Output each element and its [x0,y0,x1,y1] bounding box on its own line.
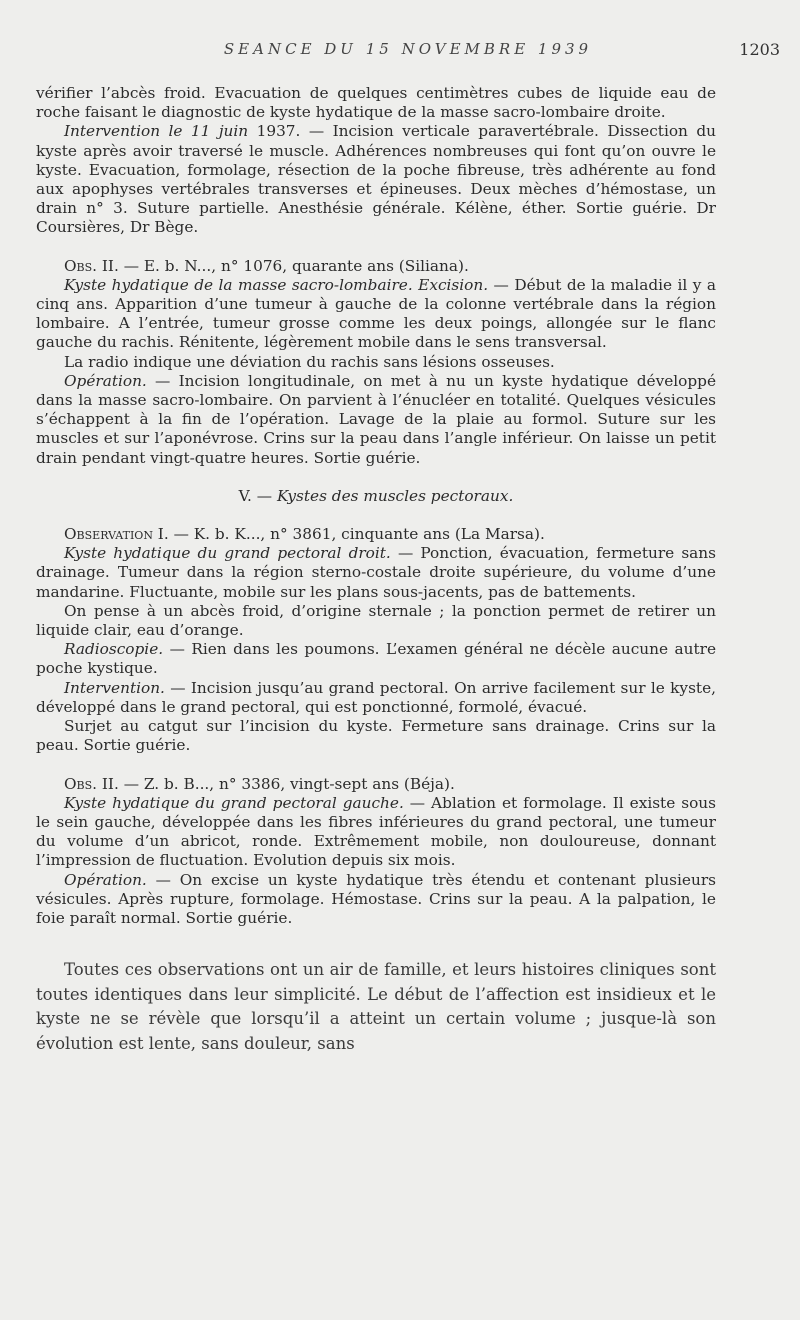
obs-2b-operation-label: Opération. [64,870,147,889]
obs-1-radioscopie-label: Radioscopie. [64,640,164,659]
obs-1-intervention [36,679,716,717]
obs-2-body: — Début de la maladie il y a cinq ans. Apparition d’une tumeur à gauche de la colonne vertébrale dans la région lombaire. A l’entrée, tumeur grosse comme les deux poings, allongée sur le flanc gauche du rachis. Rénitente, légèrement mobile dans le sens transversal. [36,275,716,352]
closing-paragraph: Toutes ces observations ont un air de famille, et leurs histoires cliniques sont toutes identiques dans leur simplicité. Le début de l’affection est insidieux et le kyste ne se révèle que lorsqu’il a atteint un certain volume ; jusque-là son évolution est lente, sans douleur, sans [36,960,716,1053]
obs-1-heading [36,525,716,544]
obs-2-operation-label: Opération. [64,371,147,390]
paragraph-intervention [36,122,716,237]
page-number: 1203 [739,40,780,59]
obs-2b-label: Obs. II. [64,774,119,793]
page-body [36,84,716,1056]
obs-2-head: — E. b. N..., n° 1076, quarante ans (Siliana). [118,256,469,275]
obs-2b-operation [36,871,716,929]
section-number: V. — [238,486,277,505]
obs-1-radioscopie [36,640,716,678]
obs-2b-title: Kyste hydatique du grand pectoral gauche. [64,793,404,812]
closing-section [36,958,716,1056]
obs-1-abces: On pense à un abcès froid, d’origine sternale ; la ponction permet de retirer un liquide clair, eau d’orange. [36,601,716,640]
obs-1-intervention-text: — Incision jusqu’au grand pectoral. On arrive facilement sur le kyste, développé dans le grand pectoral, qui est ponctionné, formolé, évacué. [36,678,716,716]
obs-1-title: Kyste hydatique du grand pectoral droit. [64,544,391,563]
obs-2-operation-text: — Incision longitudinale, on met à nu un kyste hydatique développé dans la masse sacro-lombaire. On parvient à l’énucléer en totalité. Quelques vésicules s’échappent à la fin de l’opération. Lavage de la plaie au formol. Suture sur les muscles et sur l’aponévrose. Crins sur la peau dans l’angle inférieur. On laisse un petit drain pendant vingt-quatre heures. Sortie guérie. [36,371,716,467]
obs-1-paragraph [36,544,716,602]
obs-2-title: Kyste hydatique de la masse sacro-lombaire. Excision. [64,275,489,294]
obs-2-operation [36,372,716,468]
intervention-date: 11 juin [190,122,249,141]
obs-1-surjet: Surjet au catgut sur l’incision du kyste. Fermeture sans drainage. Crins sur la peau. Sortie guérie. [36,717,716,755]
section-title: Kystes des muscles pectoraux. [276,486,514,505]
running-title: SEANCE DU 15 NOVEMBRE 1939 [223,40,593,58]
page-header [36,40,780,64]
paragraph-abces-froid: vérifier l’abcès froid. Evacuation de quelques centimètres cubes de liquide eau de roche faisant le diagnostic de kyste hydatique de la masse sacro-lombaire droite. [36,84,716,122]
intervention-text: 1937. — Incision verticale paravertébrale. Dissection du kyste après avoir traversé le muscle. Adhérences nombreuses qui font qu’on ouvre le kyste. Evacuation, formolage, résection de la poche fibreuse, très adhérente au fond aux apophyses vertébrales transverses et épineuses. Deux mèches d’hémostase, un drain n° 3. Suture partielle. Anesthésie générale. Kélène, éther. Sortie guérie. Dr Coursières, Dr Bège. [36,122,716,237]
obs-2b-paragraph [36,794,716,871]
intervention-label: Intervention le [64,122,183,141]
obs-2-paragraph [36,276,716,353]
obs-2b-heading [36,775,716,794]
obs-2-heading [36,257,716,276]
section-heading [36,487,716,506]
obs-1-intervention-label: Intervention. [64,678,165,697]
obs-1-radioscopie-text: — Rien dans les poumons. L’examen général ne décèle aucune autre poche kystique. [36,640,716,678]
obs-2-label: Obs. II. [64,256,119,275]
obs-2b-operation-text: — On excise un kyste hydatique très étendu et contenant plusieurs vésicules. Après rupture, formolage. Hémostase. Crins sur la peau. A la palpation, le foie paraît normal. Sortie guérie. [36,870,716,927]
obs-2b-body: — Ablation et formolage. Il existe sous le sein gauche, développée dans les fibres inférieures du grand pectoral, une tumeur du volume d’un abricot, ronde. Extrêmement mobile, non douloureuse, donnant l’impression de fluctuation. Evolution depuis six mois. [36,793,716,870]
obs-1-head: — K. b. K..., n° 3861, cinquante ans (La Marsa). [168,525,545,544]
obs-1-label: Observation I. [64,525,169,544]
obs-2-radio: La radio indique une déviation du rachis sans lésions osseuses. [64,352,555,371]
obs-2b-head: — Z. b. B..., n° 3386, vingt-sept ans (Béja). [118,774,455,793]
obs-1-body: — Ponction, évacuation, fermeture sans drainage. Tumeur dans la région sterno-costale droite supérieure, du volume d’une mandarine. Fluctuante, mobile sur les plans sous-jacents, pas de battements. [36,544,717,601]
